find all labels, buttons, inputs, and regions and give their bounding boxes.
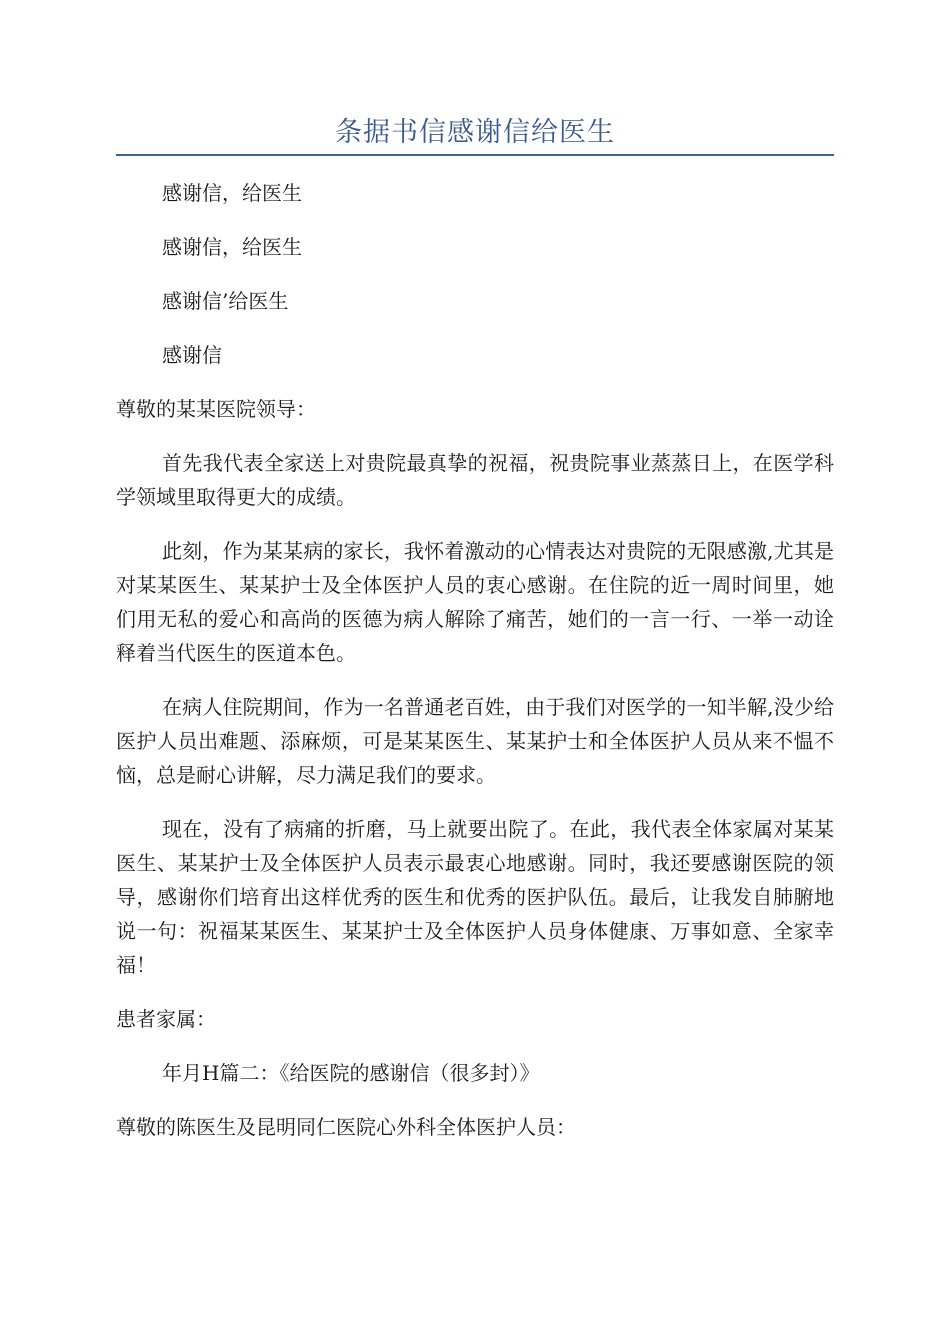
- paragraph: 此刻，作为某某病的家长，我怀着激动的心情表达对贵院的无限感激,尤其是对某某医生、某某护士及全体医护人员的衷心感谢。在住院的近一周时间里，她们用无私的爱心和高尚的医德为病人解除了痛苦，她们的一言一行、一举一动诠释着当代医生的医道本色。: [116, 539, 834, 665]
- title-underline: [116, 154, 834, 156]
- salutation: 尊敬的陈医生及昆明同仁医院心外科全体医护人员：: [116, 1115, 576, 1139]
- salutation: 尊敬的某某医院领导：: [116, 397, 316, 421]
- paragraph: 在病人住院期间，作为一名普通老百姓，由于我们对医学的一知半解,没少给医护人员出难题、添麻烦，可是某某医生、某某护士和全体医护人员从来不愠不恼，总是耐心讲解，尽力满足我们的要求。: [116, 695, 834, 787]
- signature-line: 患者家属：: [116, 1007, 216, 1031]
- paragraph: 感谢信: [162, 343, 222, 367]
- document-body: [116, 176, 834, 1144]
- section-heading: 年月Η篇二：《给医院的感谢信（很多封）》: [162, 1061, 540, 1085]
- paragraph: 现在，没有了病痛的折磨，马上就要出院了。在此，我代表全体家属对某某医生、某某护士及全体医护人员表示最衷心地感谢。同时，我还要感谢医院的领导，感谢你们培育出这样优秀的医生和优秀的医护队伍。最后，让我发自肺腑地说一句：祝福某某医生、某某护士及全体医护人员身体健康、万事如意、全家幸福！: [116, 817, 834, 977]
- paragraph: 感谢信’给医生: [162, 289, 289, 313]
- document-page: [116, 0, 834, 1164]
- paragraph: 首先我代表全家送上对贵院最真挚的祝福，祝贵院事业蒸蒸日上，在医学科学领域里取得更大的成绩。: [116, 451, 834, 509]
- paragraph: 感谢信，给医生: [162, 181, 302, 205]
- document-title: 条据书信感谢信给医生: [335, 117, 615, 148]
- paragraph: 感谢信，给医生: [162, 235, 302, 259]
